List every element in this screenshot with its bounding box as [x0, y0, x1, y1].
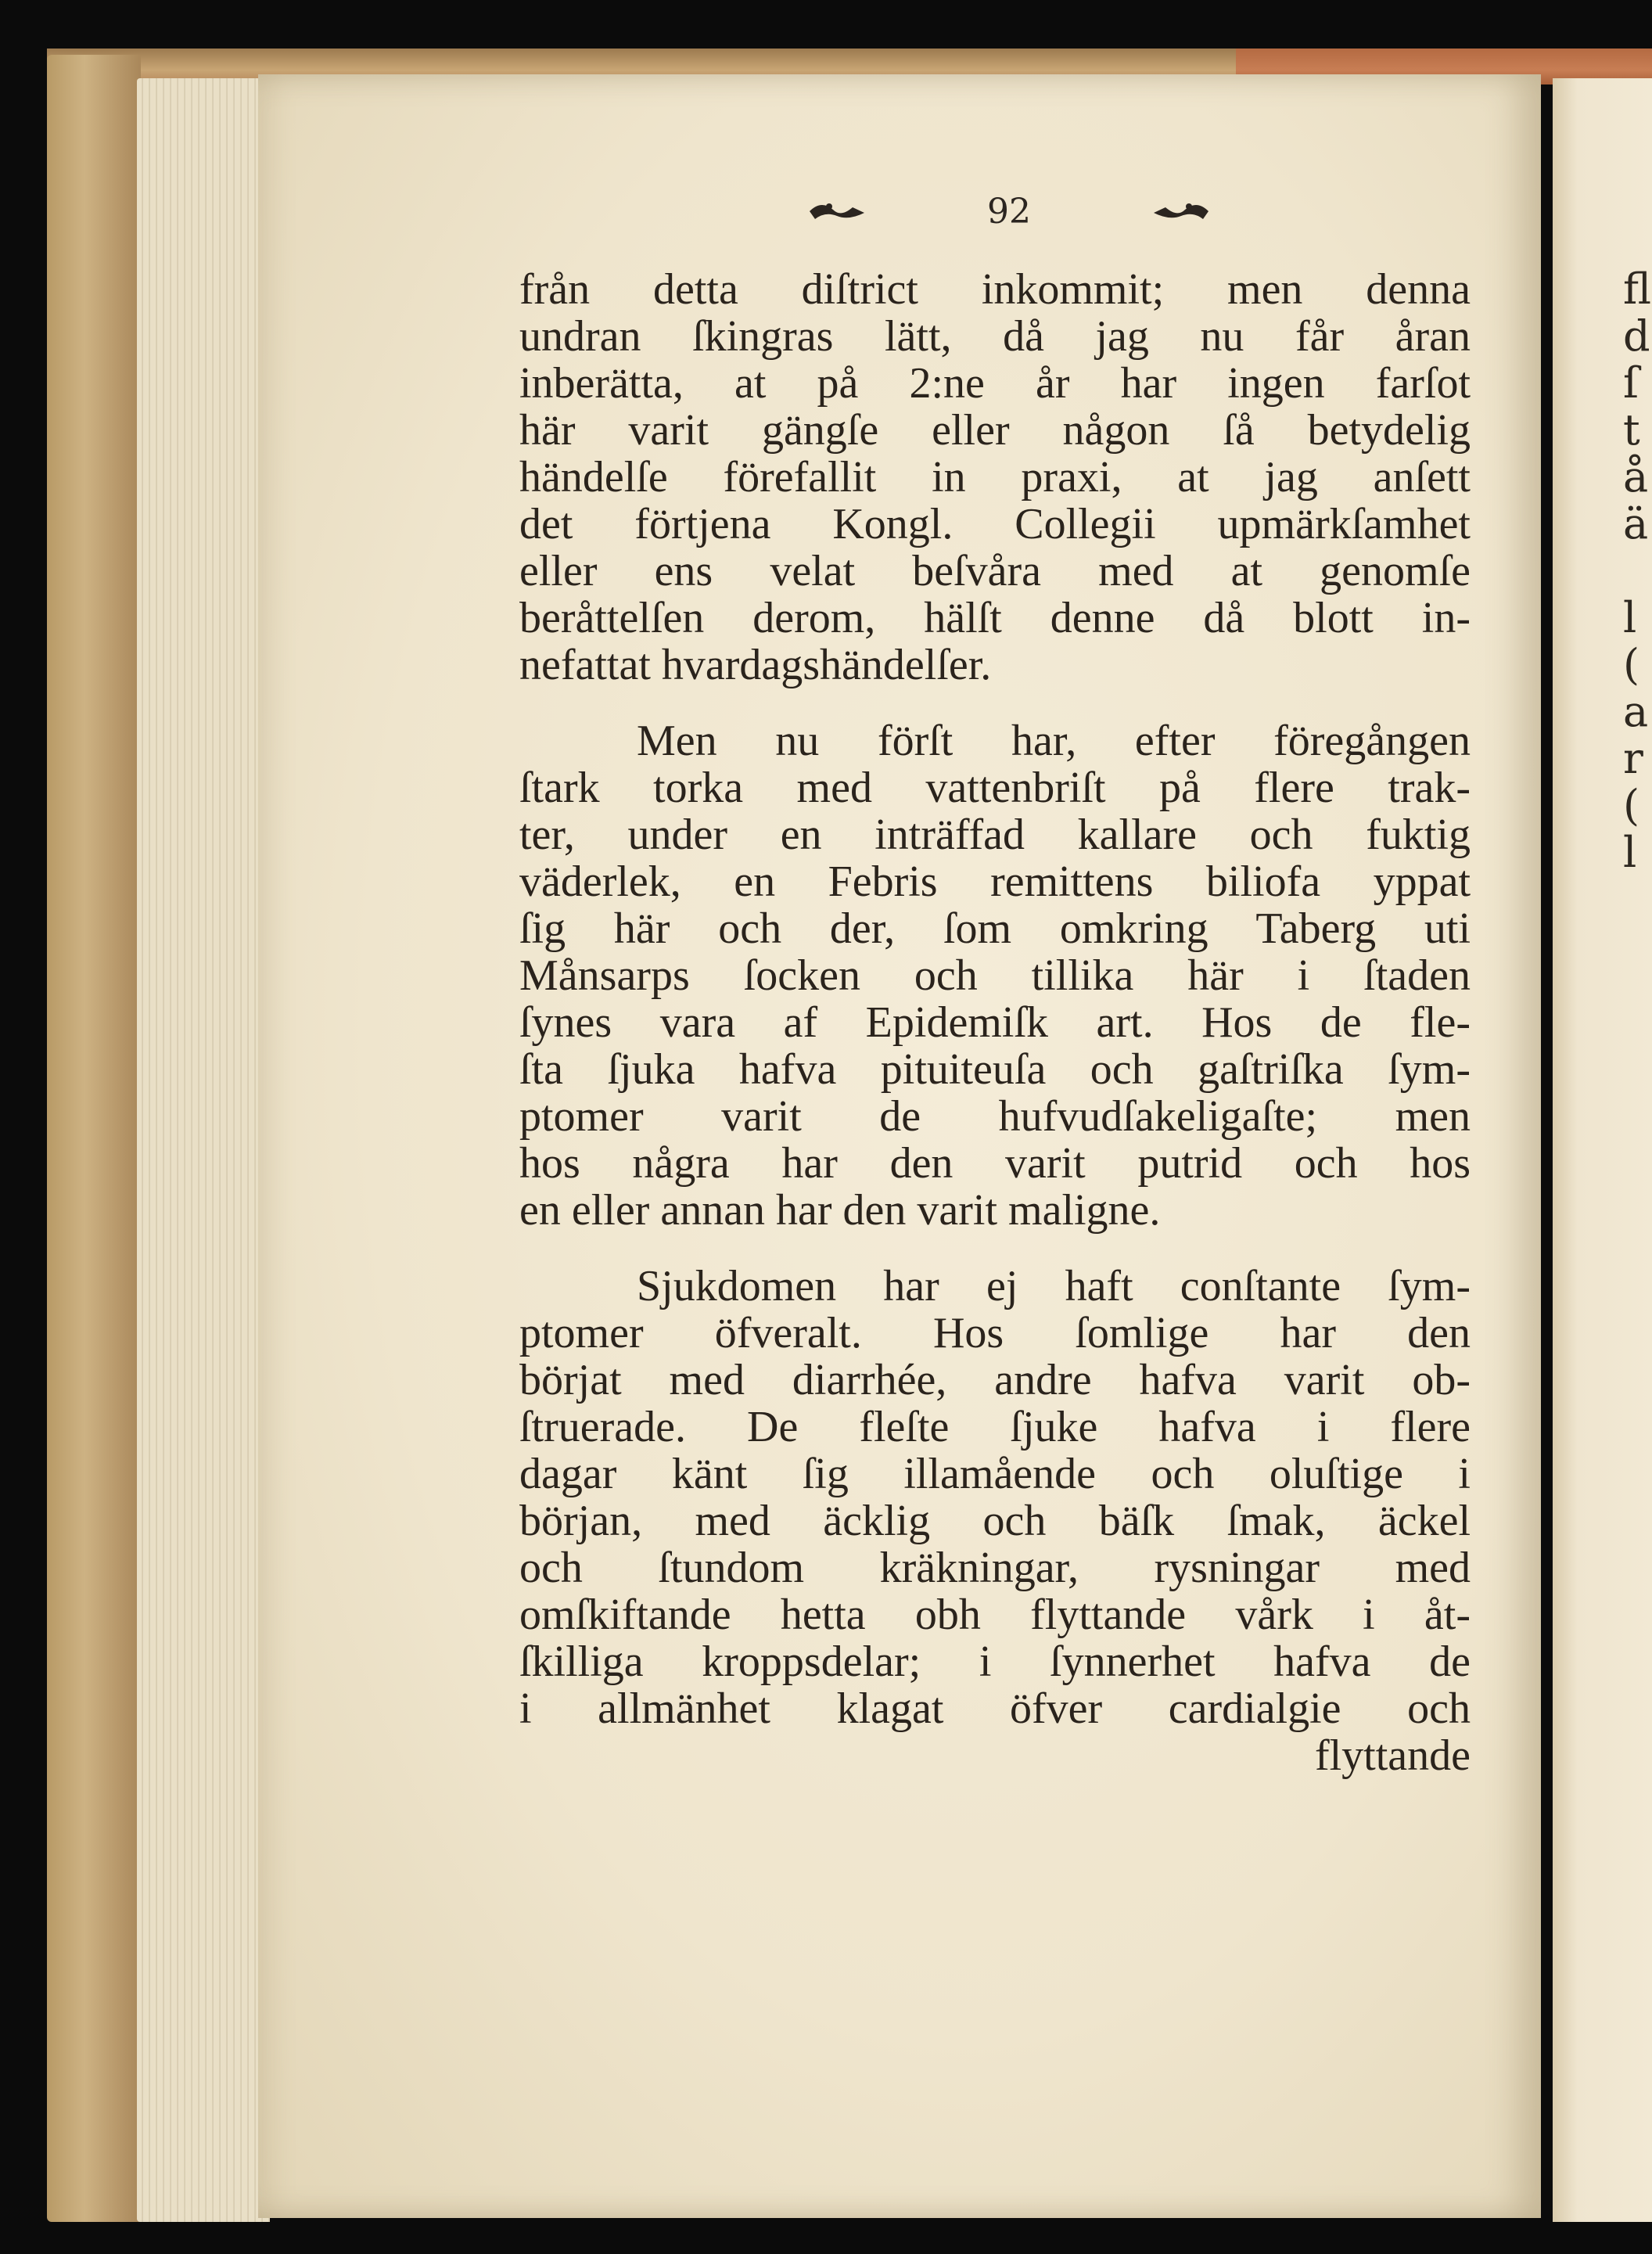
facing-fragment: a [1623, 687, 1649, 736]
text-line: från detta diſtrict inkommit; men denna [519, 265, 1471, 314]
text-line: inberätta, at på 2:ne år har ingen farſot [519, 359, 1471, 408]
left-ornament-icon [806, 196, 868, 227]
page-edges-stack [137, 78, 270, 2222]
text-line: börjat med diarrhée, andre hafva varit ob- [519, 1356, 1471, 1404]
facing-fragment: å [1623, 452, 1649, 501]
page-number: 92 [987, 191, 1031, 232]
text-line: dagar känt ſig illamående och oluſtige i [519, 1450, 1471, 1498]
catchword: flyttande [1314, 1731, 1471, 1780]
text-line: ptomer öfveralt. Hos ſomlige har den [519, 1309, 1471, 1357]
text-line: ſtark torka med vattenbriſt på flere trak- [519, 764, 1471, 812]
text-line: hos några har den varit putrid och hos [519, 1139, 1471, 1188]
facing-fragment: t [1623, 405, 1640, 455]
text-line: väderlek, en Febris remittens biliofa yppat [519, 857, 1471, 906]
text-line: en eller annan har den varit maligne. [519, 1186, 1161, 1235]
facing-fragment: r [1623, 734, 1643, 783]
facing-fragment: ä [1623, 499, 1649, 548]
facing-page-text-fragments [1623, 266, 1652, 876]
text-line: Månsarps ſocken och tillika här i ſtaden [519, 951, 1471, 1000]
text-line: det förtjena Kongl. Collegii upmärkſamhet [519, 500, 1471, 548]
text-line: beråttelſen derom, hälſt denne då blott in- [519, 594, 1471, 642]
paragraph-3 [519, 1263, 1471, 1732]
book-cover-left [47, 55, 141, 2222]
facing-fragment: l [1623, 593, 1637, 642]
text-line: ter, under en inträffad kallare och fuktig [519, 811, 1471, 859]
text-line: början, med äcklig och bäſk ſmak, äckel [519, 1497, 1471, 1545]
text-line: ſynes vara af Epidemiſk art. Hos de fle- [519, 998, 1471, 1047]
facing-fragment: l [1623, 828, 1637, 876]
text-line: Men nu förſt har, efter föregången [637, 717, 1471, 765]
right-ornament-icon [1150, 196, 1212, 227]
facing-fragment [1623, 548, 1652, 595]
page-header [806, 184, 1212, 239]
text-line: omſkiftande hetta obh flyttande vårk i åt- [519, 1591, 1471, 1639]
body-text [519, 266, 1471, 1779]
text-line: ſtruerade. De fleſte ſjuke hafva i flere [519, 1403, 1471, 1451]
facing-fragment: ſ [1623, 358, 1639, 408]
text-line: undran ſkingras lätt, då jag nu får åran [519, 312, 1471, 361]
facing-fragment: ( [1623, 781, 1640, 830]
facing-fragment: fl [1623, 266, 1652, 314]
text-line: ſig här och der, ſom omkring Taberg uti [519, 904, 1471, 953]
text-line: här varit gängſe eller någon ſå betydelig [519, 406, 1471, 455]
facing-fragment: ( [1623, 640, 1640, 689]
text-line: Sjukdomen har ej haft conſtante ſym- [637, 1262, 1471, 1310]
text-line: i allmänhet klagat öfver cardialgie och [519, 1684, 1471, 1733]
text-line: nefattat hvardagshändelſer. [519, 641, 992, 689]
paragraph-2 [519, 717, 1471, 1234]
text-line: ptomer varit de hufvudſakeligaſte; men [519, 1092, 1471, 1141]
text-line: händelſe förefallit in praxi, at jag anſett [519, 453, 1471, 501]
text-line: ſta ſjuka hafva pituiteuſa och gaſtriſka ſym- [519, 1045, 1471, 1094]
paragraph-1 [519, 266, 1471, 688]
facing-fragment: d [1623, 311, 1650, 361]
text-line: ſkilliga kroppsdelar; i ſynnerhet hafva de [519, 1637, 1471, 1686]
text-line: eller ens velat beſvåra med at genomſe [519, 547, 1471, 595]
text-line: och ſtundom kräkningar, rysningar med [519, 1544, 1471, 1592]
